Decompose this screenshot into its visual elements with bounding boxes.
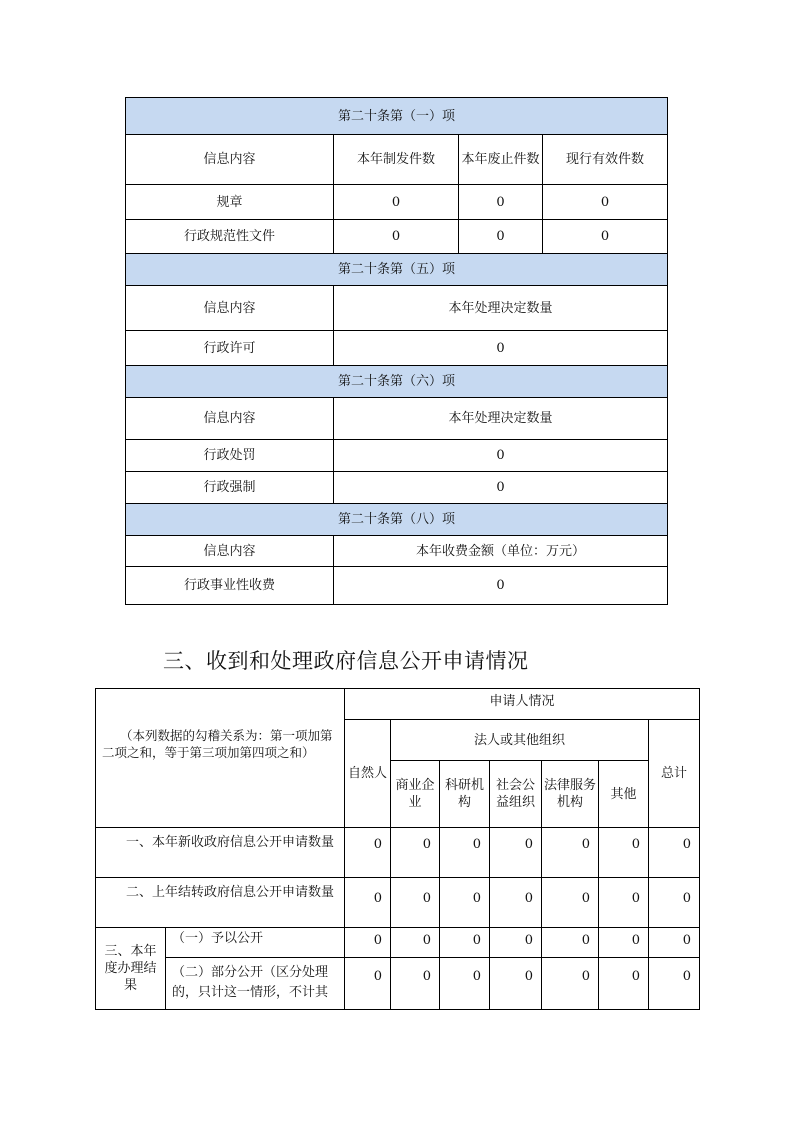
cell-value: 0 xyxy=(345,828,391,878)
cell-value: 0 xyxy=(334,331,668,366)
cell-value: 0 xyxy=(334,472,668,504)
cell-value: 0 xyxy=(599,828,649,878)
item5-column-label: 本年处理决定数量 xyxy=(334,286,668,331)
cell-value: 0 xyxy=(599,958,649,1010)
row-label: 行政规范性文件 xyxy=(126,220,334,254)
item6-column-label: 本年处理决定数量 xyxy=(334,398,668,440)
cell-value: 0 xyxy=(599,878,649,928)
cell-value: 0 xyxy=(542,928,599,958)
cell-value: 0 xyxy=(649,928,700,958)
col-natural-person: 自然人 xyxy=(345,720,391,828)
cell-value: 0 xyxy=(599,928,649,958)
cell-value: 0 xyxy=(649,958,700,1010)
row-label: 行政处罚 xyxy=(126,440,334,472)
col-research: 科研机构 xyxy=(440,761,490,828)
row-partial-disclosure: （二）部分公开（区分处理的，只计这一情形，不计其 xyxy=(166,958,345,1010)
item8-header: 第二十条第（八）项 xyxy=(126,504,668,536)
cell-value: 0 xyxy=(391,928,440,958)
cell-value: 0 xyxy=(345,928,391,958)
cell-value: 0 xyxy=(490,958,542,1010)
item6-header: 第二十条第（六）项 xyxy=(126,366,668,398)
cell-value: 0 xyxy=(334,220,459,254)
row-group-results: 三、本年度办理结果 xyxy=(96,928,166,1010)
row-new-applications: 一、本年新收政府信息公开申请数量 xyxy=(96,828,345,878)
cell-value: 0 xyxy=(345,878,391,928)
cell-value: 0 xyxy=(649,828,700,878)
col-total: 总计 xyxy=(649,720,700,828)
cell-value: 0 xyxy=(542,878,599,928)
consistency-note: （本列数据的勾稽关系为：第一项加第二项之和，等于第三项加第四项之和） xyxy=(96,689,345,828)
cell-value: 0 xyxy=(542,828,599,878)
cell-value: 0 xyxy=(542,958,599,1010)
cell-value: 0 xyxy=(490,828,542,878)
cell-value: 0 xyxy=(440,958,490,1010)
cell-value: 0 xyxy=(334,567,668,605)
cell-value: 0 xyxy=(440,878,490,928)
cell-value: 0 xyxy=(490,928,542,958)
item5-header: 第二十条第（五）项 xyxy=(126,254,668,286)
col-other: 其他 xyxy=(599,761,649,828)
cell-value: 0 xyxy=(334,185,459,220)
cell-value: 0 xyxy=(459,220,543,254)
item8-column-label: 本年收费金额（单位：万元） xyxy=(334,536,668,567)
row-label: 规章 xyxy=(126,185,334,220)
row-carried-over-applications: 二、上年结转政府信息公开申请数量 xyxy=(96,878,345,928)
cell-value: 0 xyxy=(459,185,543,220)
disclosure-table-article-20 xyxy=(125,97,668,605)
cell-value: 0 xyxy=(391,828,440,878)
cell-value: 0 xyxy=(334,440,668,472)
legal-entity-header: 法人或其他组织 xyxy=(391,720,649,761)
cell-value: 0 xyxy=(440,928,490,958)
cell-value: 0 xyxy=(345,958,391,1010)
cell-value: 0 xyxy=(543,185,668,220)
col-business: 商业企业 xyxy=(391,761,440,828)
cell-value: 0 xyxy=(543,220,668,254)
row-label: 行政事业性收费 xyxy=(126,567,334,605)
col-new-count: 本年制发件数 xyxy=(334,135,459,185)
row-full-disclosure: （一）予以公开 xyxy=(166,928,345,958)
col-legal-service: 法律服务机构 xyxy=(542,761,599,828)
cell-value: 0 xyxy=(649,878,700,928)
cell-value: 0 xyxy=(490,878,542,928)
item5-info-label: 信息内容 xyxy=(126,286,334,331)
col-abolished-count: 本年废止件数 xyxy=(459,135,543,185)
col-public-welfare: 社会公益组织 xyxy=(490,761,542,828)
item8-info-label: 信息内容 xyxy=(126,536,334,567)
col-info-content: 信息内容 xyxy=(126,135,334,185)
item6-info-label: 信息内容 xyxy=(126,398,334,440)
col-valid-count: 现行有效件数 xyxy=(543,135,668,185)
applicant-header: 申请人情况 xyxy=(345,689,700,720)
cell-value: 0 xyxy=(391,878,440,928)
cell-value: 0 xyxy=(391,958,440,1010)
section-title: 三、收到和处理政府信息公开申请情况 xyxy=(163,649,529,673)
row-label: 行政许可 xyxy=(126,331,334,366)
item1-header: 第二十条第（一）项 xyxy=(126,98,668,135)
row-label: 行政强制 xyxy=(126,472,334,504)
application-handling-table xyxy=(95,688,700,1010)
cell-value: 0 xyxy=(440,828,490,878)
